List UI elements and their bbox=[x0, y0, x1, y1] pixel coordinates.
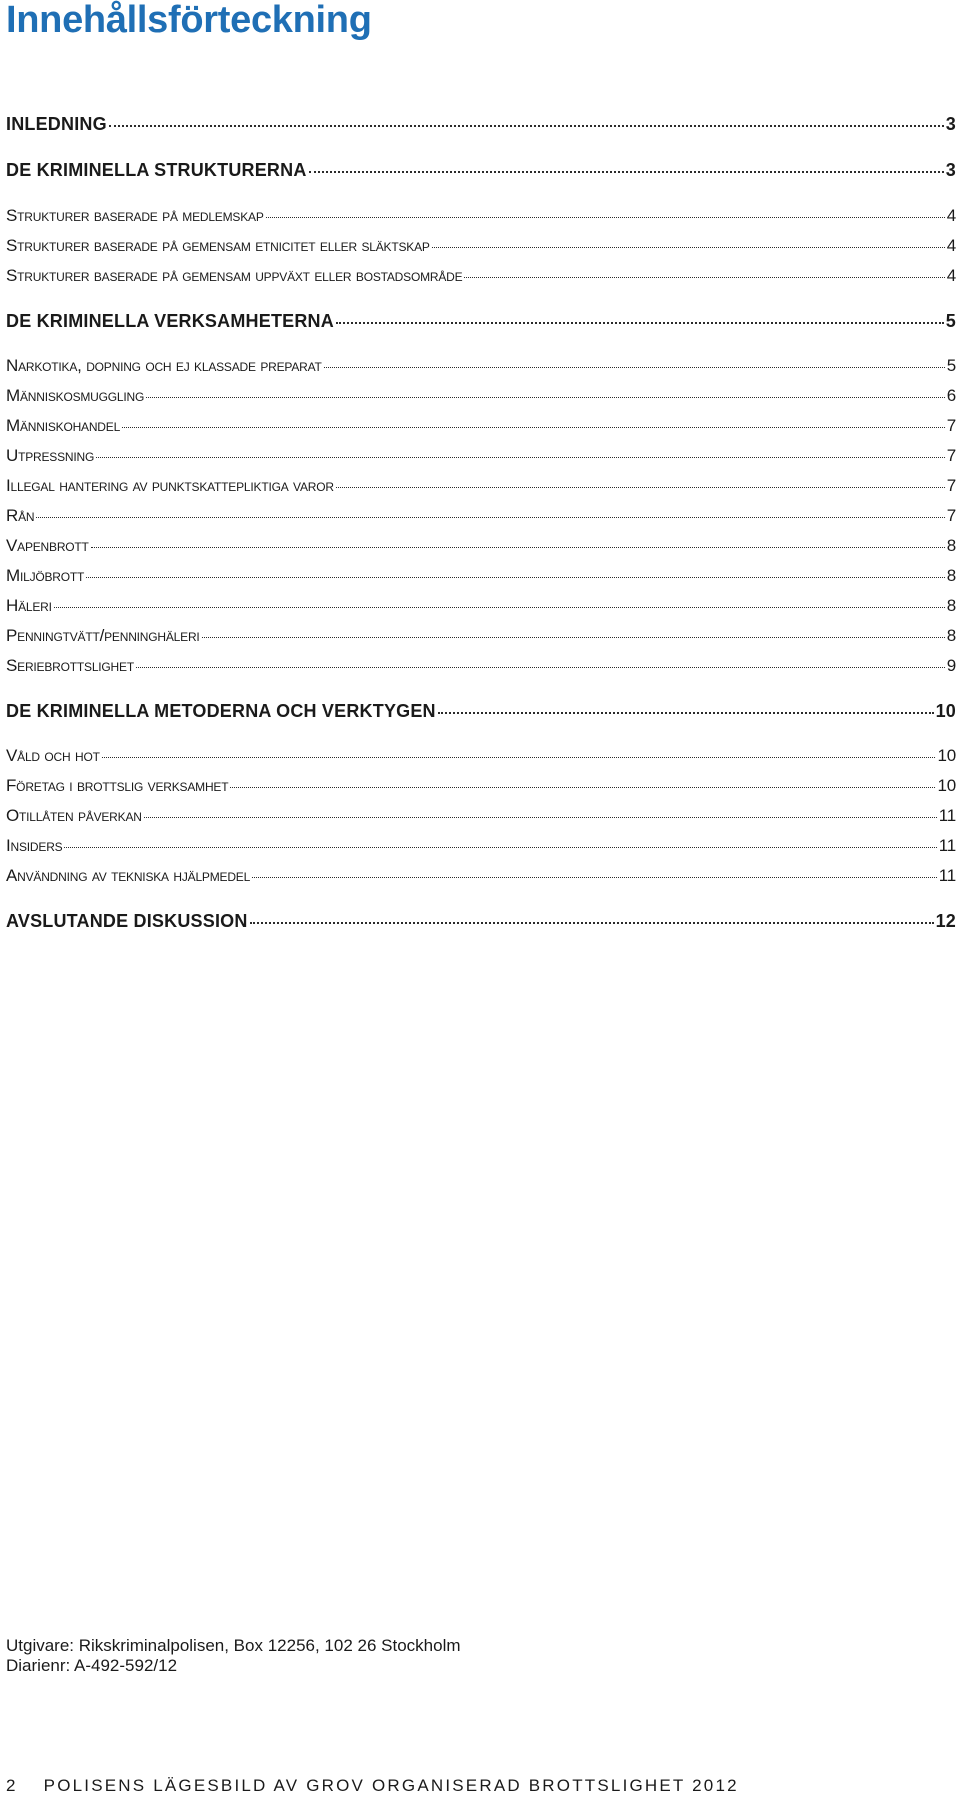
dot-leader bbox=[336, 322, 944, 324]
toc-entry-label: Strukturer baserade på gemensam uppväxt eller bostadsområde bbox=[6, 266, 463, 285]
toc-entry-page: 10 bbox=[935, 701, 956, 721]
toc-entry[interactable] bbox=[6, 266, 956, 286]
toc-entry-label: Rån bbox=[6, 506, 35, 525]
dot-leader bbox=[102, 757, 936, 758]
toc-entry[interactable] bbox=[6, 446, 956, 466]
toc-entry[interactable] bbox=[6, 206, 956, 226]
toc-entry-label: Utpressning bbox=[6, 446, 95, 465]
toc-entry[interactable] bbox=[6, 476, 956, 496]
toc-entry-page: 10 bbox=[937, 776, 956, 795]
toc-entry-label: AVSLUTANDE DISKUSSION bbox=[6, 911, 248, 931]
dot-leader bbox=[250, 922, 934, 924]
toc-entry-label: Seriebrottslighet bbox=[6, 656, 134, 675]
dot-leader bbox=[144, 817, 937, 818]
toc-entry-label: Illegal hantering av punktskattepliktiga varor bbox=[6, 476, 334, 495]
toc-entry[interactable] bbox=[6, 596, 956, 616]
toc-entry[interactable] bbox=[6, 311, 956, 332]
toc-entry-label: Insiders bbox=[6, 836, 63, 855]
toc-entry[interactable] bbox=[6, 701, 956, 722]
toc-entry-page: 9 bbox=[946, 656, 956, 675]
toc-entry[interactable] bbox=[6, 746, 956, 766]
toc-entry-page: 7 bbox=[946, 506, 956, 525]
toc-entry-page: 7 bbox=[946, 446, 956, 465]
toc-entry-label: Användning av tekniska hjälpmedel bbox=[6, 866, 251, 885]
dot-leader bbox=[136, 667, 945, 668]
toc-entry[interactable] bbox=[6, 836, 956, 856]
toc-entry-label: Strukturer baserade på medlemskap bbox=[6, 206, 264, 225]
toc-entry[interactable] bbox=[6, 160, 956, 181]
toc-entry-label: Häleri bbox=[6, 596, 52, 615]
toc-entry-label: DE KRIMINELLA METODERNA OCH VERKTYGEN bbox=[6, 701, 436, 721]
toc-entry-page: 4 bbox=[946, 206, 956, 225]
toc-entry-page: 8 bbox=[946, 626, 956, 645]
toc-entry-page: 11 bbox=[938, 806, 956, 825]
dot-leader bbox=[464, 277, 944, 278]
dot-leader bbox=[438, 712, 934, 714]
dot-leader bbox=[36, 517, 944, 518]
toc-entry-label: Människohandel bbox=[6, 416, 121, 435]
toc-entry[interactable] bbox=[6, 806, 956, 826]
toc-entry-label: Miljöbrott bbox=[6, 566, 85, 585]
toc-entry-page: 8 bbox=[946, 566, 956, 585]
toc-entry-page: 11 bbox=[938, 836, 956, 855]
toc-entry-page: 8 bbox=[946, 536, 956, 555]
dot-leader bbox=[432, 247, 945, 248]
registration-number: Diarienr: A-492-592/12 bbox=[6, 1656, 178, 1675]
dot-leader bbox=[64, 847, 936, 848]
dot-leader bbox=[91, 547, 945, 548]
toc-entry[interactable] bbox=[6, 911, 956, 932]
dot-leader bbox=[252, 877, 937, 878]
dot-leader bbox=[266, 217, 945, 218]
toc-entry-page: 7 bbox=[946, 416, 956, 435]
toc-entry-label: Människosmuggling bbox=[6, 386, 145, 405]
toc-entry[interactable] bbox=[6, 236, 956, 256]
toc-entry-label: Företag i brottslig verksamhet bbox=[6, 776, 229, 795]
toc-entry-page: 6 bbox=[946, 386, 956, 405]
toc-entry-label: Penningtvätt/penninghäleri bbox=[6, 626, 200, 645]
toc-entry-page: 5 bbox=[945, 311, 956, 331]
publisher-info bbox=[6, 1636, 461, 1676]
footer-title: POLISENS LÄGESBILD AV GROV ORGANISERAD BROTTSLIGHET 2012 bbox=[43, 1776, 739, 1795]
toc-entry[interactable] bbox=[6, 656, 956, 676]
toc-entry[interactable] bbox=[6, 356, 956, 376]
toc-entry-label: Otillåten påverkan bbox=[6, 806, 142, 825]
toc-entry-label: Strukturer baserade på gemensam etnicitet eller släktskap bbox=[6, 236, 430, 255]
toc-entry-page: 4 bbox=[946, 236, 956, 255]
dot-leader bbox=[202, 637, 945, 638]
dot-leader bbox=[324, 367, 945, 368]
toc-entry[interactable] bbox=[6, 416, 956, 436]
toc-entry-page: 3 bbox=[945, 160, 956, 180]
toc-entry-page: 4 bbox=[946, 266, 956, 285]
toc-entry-label: DE KRIMINELLA VERKSAMHETERNA bbox=[6, 311, 334, 331]
toc-entry-label: INLEDNING bbox=[6, 114, 107, 134]
toc-entry-page: 11 bbox=[938, 866, 956, 885]
toc-entry[interactable] bbox=[6, 866, 956, 886]
toc-entry-label: Våld och hot bbox=[6, 746, 100, 765]
dot-leader bbox=[146, 397, 945, 398]
dot-leader bbox=[336, 487, 945, 488]
dot-leader bbox=[54, 607, 945, 608]
toc-entry[interactable] bbox=[6, 506, 956, 526]
toc-entry-page: 3 bbox=[945, 114, 956, 134]
dot-leader bbox=[109, 125, 944, 127]
footer-page-number: 2 bbox=[6, 1776, 18, 1795]
toc-entry-page: 8 bbox=[946, 596, 956, 615]
publisher-line: Utgivare: Rikskriminalpolisen, Box 12256, 102 26 Stockholm bbox=[6, 1636, 461, 1655]
toc-entry[interactable] bbox=[6, 776, 956, 796]
page-footer bbox=[6, 1776, 739, 1796]
toc-entry[interactable] bbox=[6, 386, 956, 406]
toc-entry-page: 12 bbox=[935, 911, 956, 931]
toc-entry-label: Vapenbrott bbox=[6, 536, 89, 555]
toc-entry-label: Narkotika, dopning och ej klassade preparat bbox=[6, 356, 322, 375]
dot-leader bbox=[309, 171, 944, 173]
toc-entry-page: 10 bbox=[937, 746, 956, 765]
toc-entry[interactable] bbox=[6, 536, 956, 556]
toc-entry-page: 7 bbox=[946, 476, 956, 495]
page-title: Innehållsförteckning bbox=[6, 0, 372, 41]
dot-leader bbox=[230, 787, 935, 788]
dot-leader bbox=[86, 577, 945, 578]
toc-entry[interactable] bbox=[6, 566, 956, 586]
toc-entry[interactable] bbox=[6, 626, 956, 646]
toc-entry-page: 5 bbox=[946, 356, 956, 375]
dot-leader bbox=[96, 457, 945, 458]
dot-leader bbox=[122, 427, 945, 428]
toc-entry-label: DE KRIMINELLA STRUKTURERNA bbox=[6, 160, 307, 180]
toc-entry[interactable] bbox=[6, 114, 956, 135]
